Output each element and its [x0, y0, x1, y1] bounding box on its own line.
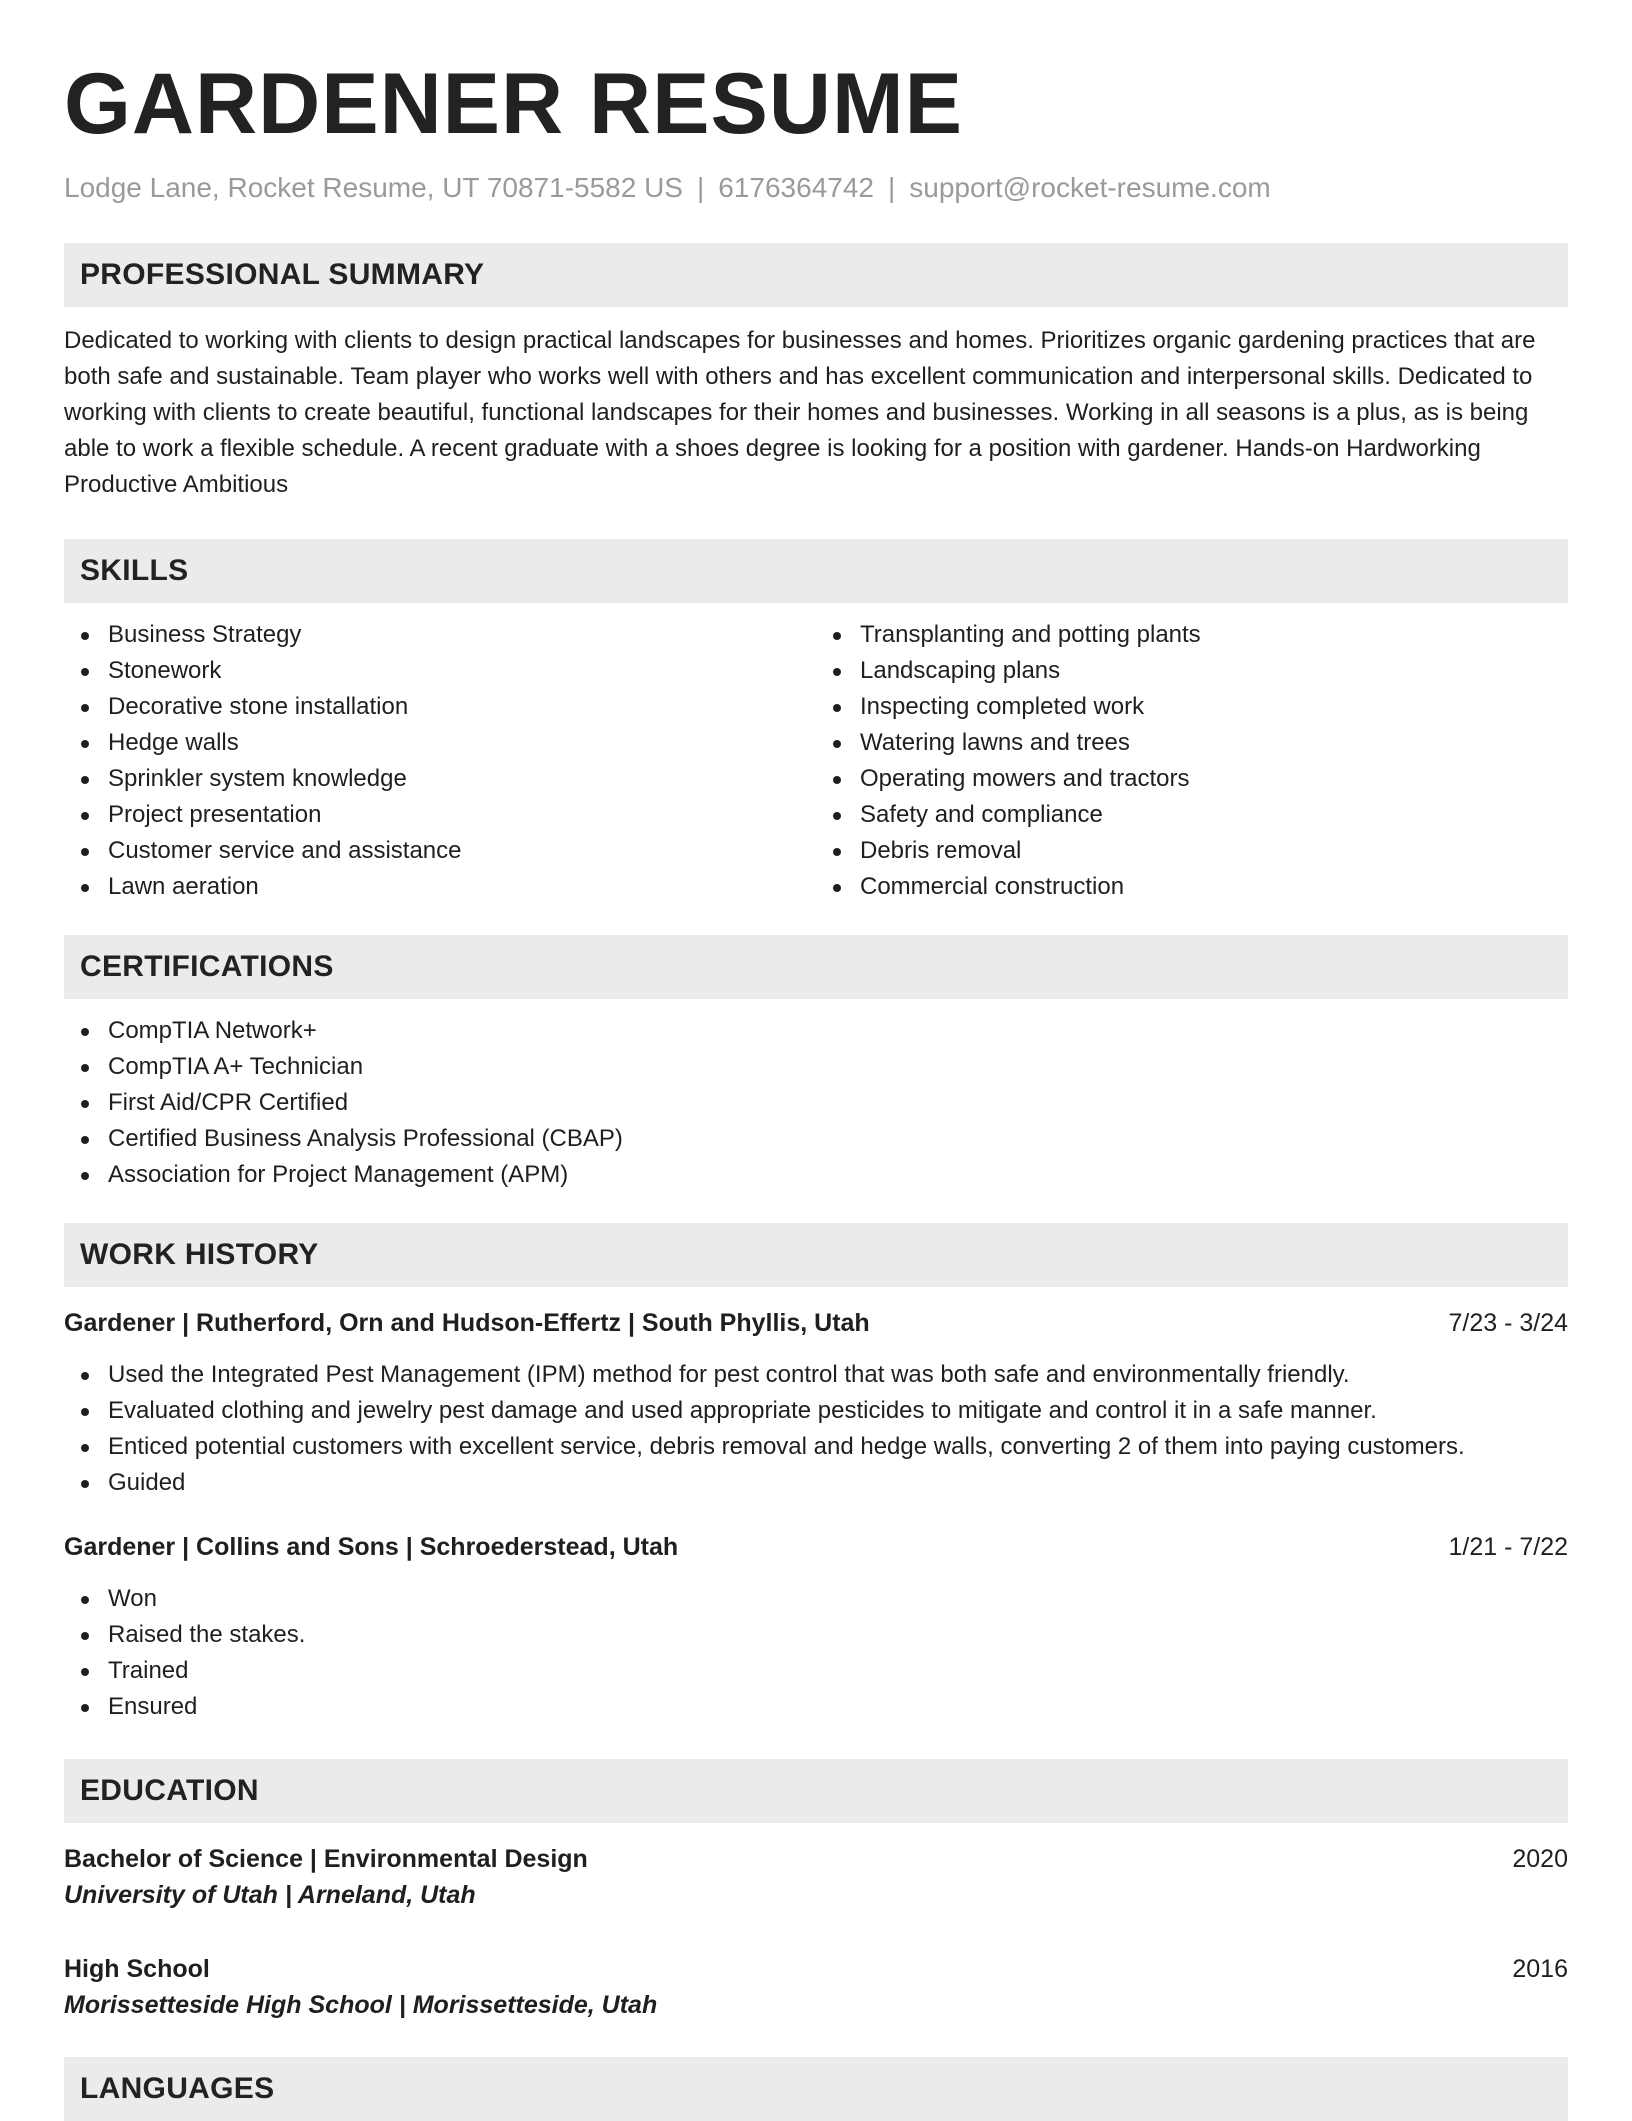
summary-text: Dedicated to working with clients to design practical landscapes for businesses and homes. Prioritizes organic gardening practices that are both safe and sustainable. Team player who works well with others and has excellent communication and interpersonal skills. Dedicated to working with clients to create beautiful, functional landscapes for their homes and businesses. Working in all seasons is a plus, as is being able to work a flexible schedule. A recent graduate with a shoes degree is looking for a position with gardener. Hands-on Hardworking Productive Ambitious	[64, 327, 1536, 498]
skills-left-list	[64, 617, 816, 905]
job-heading: Gardener | Rutherford, Orn and Hudson-Effertz | South Phyllis, Utah	[64, 1309, 870, 1337]
list-item: Sprinkler system knowledge	[64, 761, 816, 797]
education-degree: High School	[64, 1955, 210, 1983]
list-item: Won	[64, 1581, 1568, 1617]
education-degree: Bachelor of Science | Environmental Design	[64, 1845, 588, 1873]
job-heading-row	[64, 1529, 1568, 1565]
education-school: University of Utah | Arneland, Utah	[64, 1881, 476, 1909]
section-header-summary: PROFESSIONAL SUMMARY	[64, 243, 1568, 307]
list-item: First Aid/CPR Certified	[64, 1085, 1568, 1121]
job-heading: Gardener | Collins and Sons | Schroederstead, Utah	[64, 1533, 679, 1561]
contact-address: Lodge Lane, Rocket Resume, UT 70871-5582 US	[64, 172, 683, 203]
skills-right-list	[816, 617, 1568, 905]
list-item: Raised the stakes.	[64, 1617, 1568, 1653]
certifications-list	[64, 1013, 1568, 1193]
list-item: Ensured	[64, 1689, 1568, 1725]
list-item: Evaluated clothing and jewelry pest damage and used appropriate pesticides to mitigate and control it in a safe manner.	[64, 1393, 1568, 1429]
education-school: Morissetteside High School | Morissetteside, Utah	[64, 1991, 658, 2019]
section-header-certifications: CERTIFICATIONS	[64, 935, 1568, 999]
skills-grid	[64, 617, 1568, 905]
education-heading-row	[64, 1841, 1568, 1877]
job-bullets	[64, 1581, 1568, 1725]
list-item: Project presentation	[64, 797, 816, 833]
list-item: Debris removal	[816, 833, 1568, 869]
list-item: Guided	[64, 1465, 1568, 1501]
education-year: 2016	[1512, 1955, 1568, 1983]
list-item: Inspecting completed work	[816, 689, 1568, 725]
list-item: CompTIA Network+	[64, 1013, 1568, 1049]
job-bullets	[64, 1357, 1568, 1501]
education-year: 2020	[1512, 1845, 1568, 1873]
job-dates: 1/21 - 7/22	[1448, 1533, 1568, 1561]
list-item: Used the Integrated Pest Management (IPM) method for pest control that was both safe and environmentally friendly.	[64, 1357, 1568, 1393]
education-heading-row	[64, 1951, 1568, 1987]
job-entry	[64, 1529, 1568, 1725]
list-item: Operating mowers and tractors	[816, 761, 1568, 797]
contact-phone: 6176364742	[718, 172, 874, 203]
section-header-work-history: WORK HISTORY	[64, 1223, 1568, 1287]
list-item: Hedge walls	[64, 725, 816, 761]
contact-email: support@rocket-resume.com	[909, 172, 1271, 203]
section-header-skills: SKILLS	[64, 539, 1568, 603]
list-item: CompTIA A+ Technician	[64, 1049, 1568, 1085]
list-item: Lawn aeration	[64, 869, 816, 905]
education-entry	[64, 1951, 1568, 2023]
list-item: Enticed potential customers with excellent service, debris removal and hedge walls, converting 2 of them into paying customers.	[64, 1429, 1568, 1465]
list-item: Certified Business Analysis Professional (CBAP)	[64, 1121, 1568, 1157]
section-header-education: EDUCATION	[64, 1759, 1568, 1823]
list-item: Safety and compliance	[816, 797, 1568, 833]
list-item: Trained	[64, 1653, 1568, 1689]
job-entry	[64, 1305, 1568, 1501]
job-dates: 7/23 - 3/24	[1448, 1309, 1568, 1337]
list-item: Business Strategy	[64, 617, 816, 653]
list-item: Decorative stone installation	[64, 689, 816, 725]
contact-separator: |	[696, 172, 705, 203]
list-item: Commercial construction	[816, 869, 1568, 905]
education-entry	[64, 1841, 1568, 1913]
resume-title: GARDENER RESUME	[64, 56, 963, 152]
list-item: Association for Project Management (APM)	[64, 1157, 1568, 1193]
job-heading-row	[64, 1305, 1568, 1341]
section-header-languages: LANGUAGES	[64, 2057, 1568, 2121]
contact-separator: |	[888, 172, 896, 203]
list-item: Stonework	[64, 653, 816, 689]
list-item: Transplanting and potting plants	[816, 617, 1568, 653]
list-item: Watering lawns and trees	[816, 725, 1568, 761]
list-item: Landscaping plans	[816, 653, 1568, 689]
contact-line	[64, 170, 1568, 206]
list-item: Customer service and assistance	[64, 833, 816, 869]
